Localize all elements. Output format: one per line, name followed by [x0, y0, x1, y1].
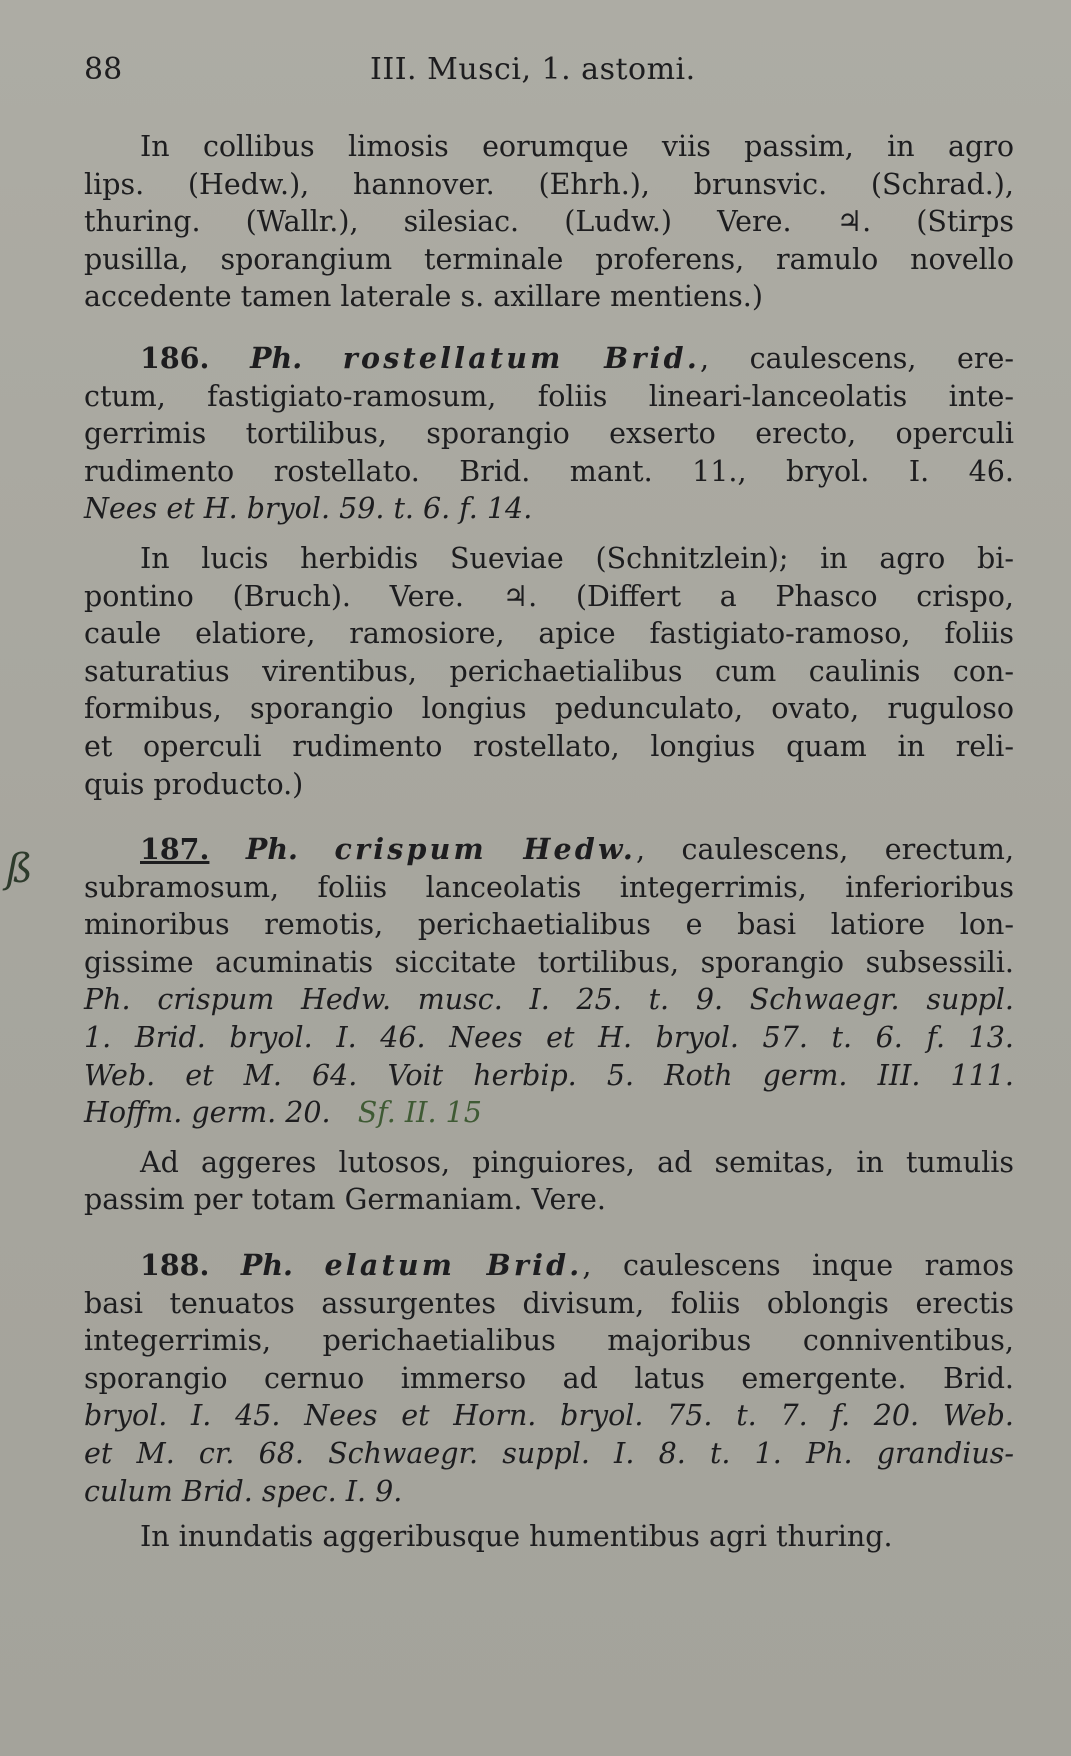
entry-188-heading — [84, 1247, 1014, 1285]
text-line: accedente tamen laterale s. axillare mentiens.) — [84, 280, 763, 314]
text-line: thuring. (Wallr.), silesiac. (Ludw.) Vere. ♃. (Stirps — [84, 205, 1014, 239]
reference-line: Nees et H. bryol. 59. t. 6. f. 14. — [84, 492, 533, 526]
entry-author: Brid. — [604, 340, 700, 375]
text-line: In lucis herbidis Sueviae (Schnitzlein); in agro bi- — [140, 541, 1014, 575]
page-number: 88 — [84, 52, 123, 87]
reference-line: bryol. I. 45. Nees et Horn. bryol. 75. t. 7. f. 20. Web. — [84, 1399, 1014, 1433]
entry-author: Brid. — [486, 1248, 583, 1283]
reference-line: rudimento rostellato. Brid. mant. 11., bryol. I. 46. — [84, 454, 1014, 488]
text-line: basi tenuatos assurgentes divisum, foliis oblongis erectis — [84, 1286, 1014, 1320]
text-line: sporangio cernuo immerso ad latus emergente. Brid. — [84, 1361, 1014, 1395]
text-line: minoribus remotis, perichaetialibus e basi latiore lon- — [84, 908, 1014, 942]
text-line: formibus, sporangio longius pedunculato, ovato, ruguloso — [84, 692, 1014, 726]
entry-species: crispum — [334, 832, 487, 867]
handwritten-note: Sf. II. 15 — [357, 1096, 482, 1130]
entry-genus: Ph. — [250, 340, 303, 375]
entry-187-heading — [84, 831, 1014, 869]
running-title: III. Musci, 1. astomi. — [370, 52, 696, 87]
reference-line: 1. Brid. bryol. I. 46. Nees et H. bryol. 57. t. 6. f. 13. — [84, 1021, 1014, 1055]
entry-description-start: , caulescens, ere- — [699, 341, 1015, 375]
reference-line: Web. et M. 64. Voit herbip. 5. Roth germ. III. 111. — [84, 1058, 1014, 1092]
text-line: pusilla, sporangium terminale proferens, ramulo novello — [84, 242, 1014, 276]
entry-186-heading — [84, 340, 1014, 378]
page-header — [84, 52, 1024, 96]
text-line: gerrimis tortilibus, sporangio exserto erecto, operculi — [84, 417, 1014, 451]
text-line: quis producto.) — [84, 767, 304, 801]
reference-line — [84, 1094, 1014, 1132]
text-line: Ad aggeres lutosos, pinguiores, ad semitas, in tumulis — [140, 1145, 1014, 1179]
text-line: integerrimis, perichaetialibus majoribus conniventibus, — [84, 1324, 1014, 1358]
text-line: et operculi rudimento rostellato, longius quam in reli- — [84, 729, 1014, 763]
text-line: In inundatis aggeribusque humentibus agri thuring. — [140, 1520, 893, 1554]
reference-text: Hoffm. germ. 20. — [84, 1096, 331, 1130]
text-line: lips. (Hedw.), hannover. (Ehrh.), brunsvic. (Schrad.), — [84, 167, 1014, 201]
text-line: In collibus limosis eorumque viis passim, in agro — [140, 130, 1014, 163]
text-line: saturatius virentibus, perichaetialibus cum caulinis con- — [84, 654, 1014, 688]
entry-number: 187. — [140, 832, 210, 867]
entry-description-start: , caulescens, erectum, — [635, 833, 1014, 867]
reference-line: et M. cr. 68. Schwaegr. suppl. I. 8. t. 1. Ph. grandius- — [84, 1437, 1014, 1470]
text-line: gissime acuminatis siccitate tortilibus, sporangio subsessili. — [84, 945, 1014, 979]
page-body — [84, 128, 1014, 1556]
text-line: subramosum, foliis lanceolatis integerrimis, inferioribus — [84, 870, 1014, 904]
text-line: pontino (Bruch). Vere. ♃. (Differt a Phasco crispo, — [84, 579, 1014, 613]
entry-species: rostellatum — [342, 340, 564, 375]
margin-annotation: ß — [6, 846, 33, 892]
text-line: ctum, fastigiato-ramosum, foliis lineari-lanceolatis inte- — [84, 379, 1014, 413]
text-line: passim per totam Germaniam. Vere. — [84, 1183, 606, 1217]
entry-genus: Ph. — [240, 1248, 293, 1283]
entry-number: 186. — [140, 340, 210, 375]
entry-species: elatum — [324, 1248, 456, 1283]
reference-line: Ph. crispum Hedw. musc. I. 25. t. 9. Schwaegr. suppl. — [84, 983, 1014, 1017]
text-line: caule elatiore, ramosiore, apice fastigiato-ramoso, foliis — [84, 617, 1014, 651]
entry-genus: Ph. — [245, 832, 298, 867]
entry-description-start: , caulescens inque ramos — [582, 1249, 1014, 1283]
reference-line: culum Brid. spec. I. 9. — [84, 1474, 403, 1508]
entry-author: Hedw. — [523, 832, 636, 867]
entry-number: 188. — [140, 1248, 210, 1283]
